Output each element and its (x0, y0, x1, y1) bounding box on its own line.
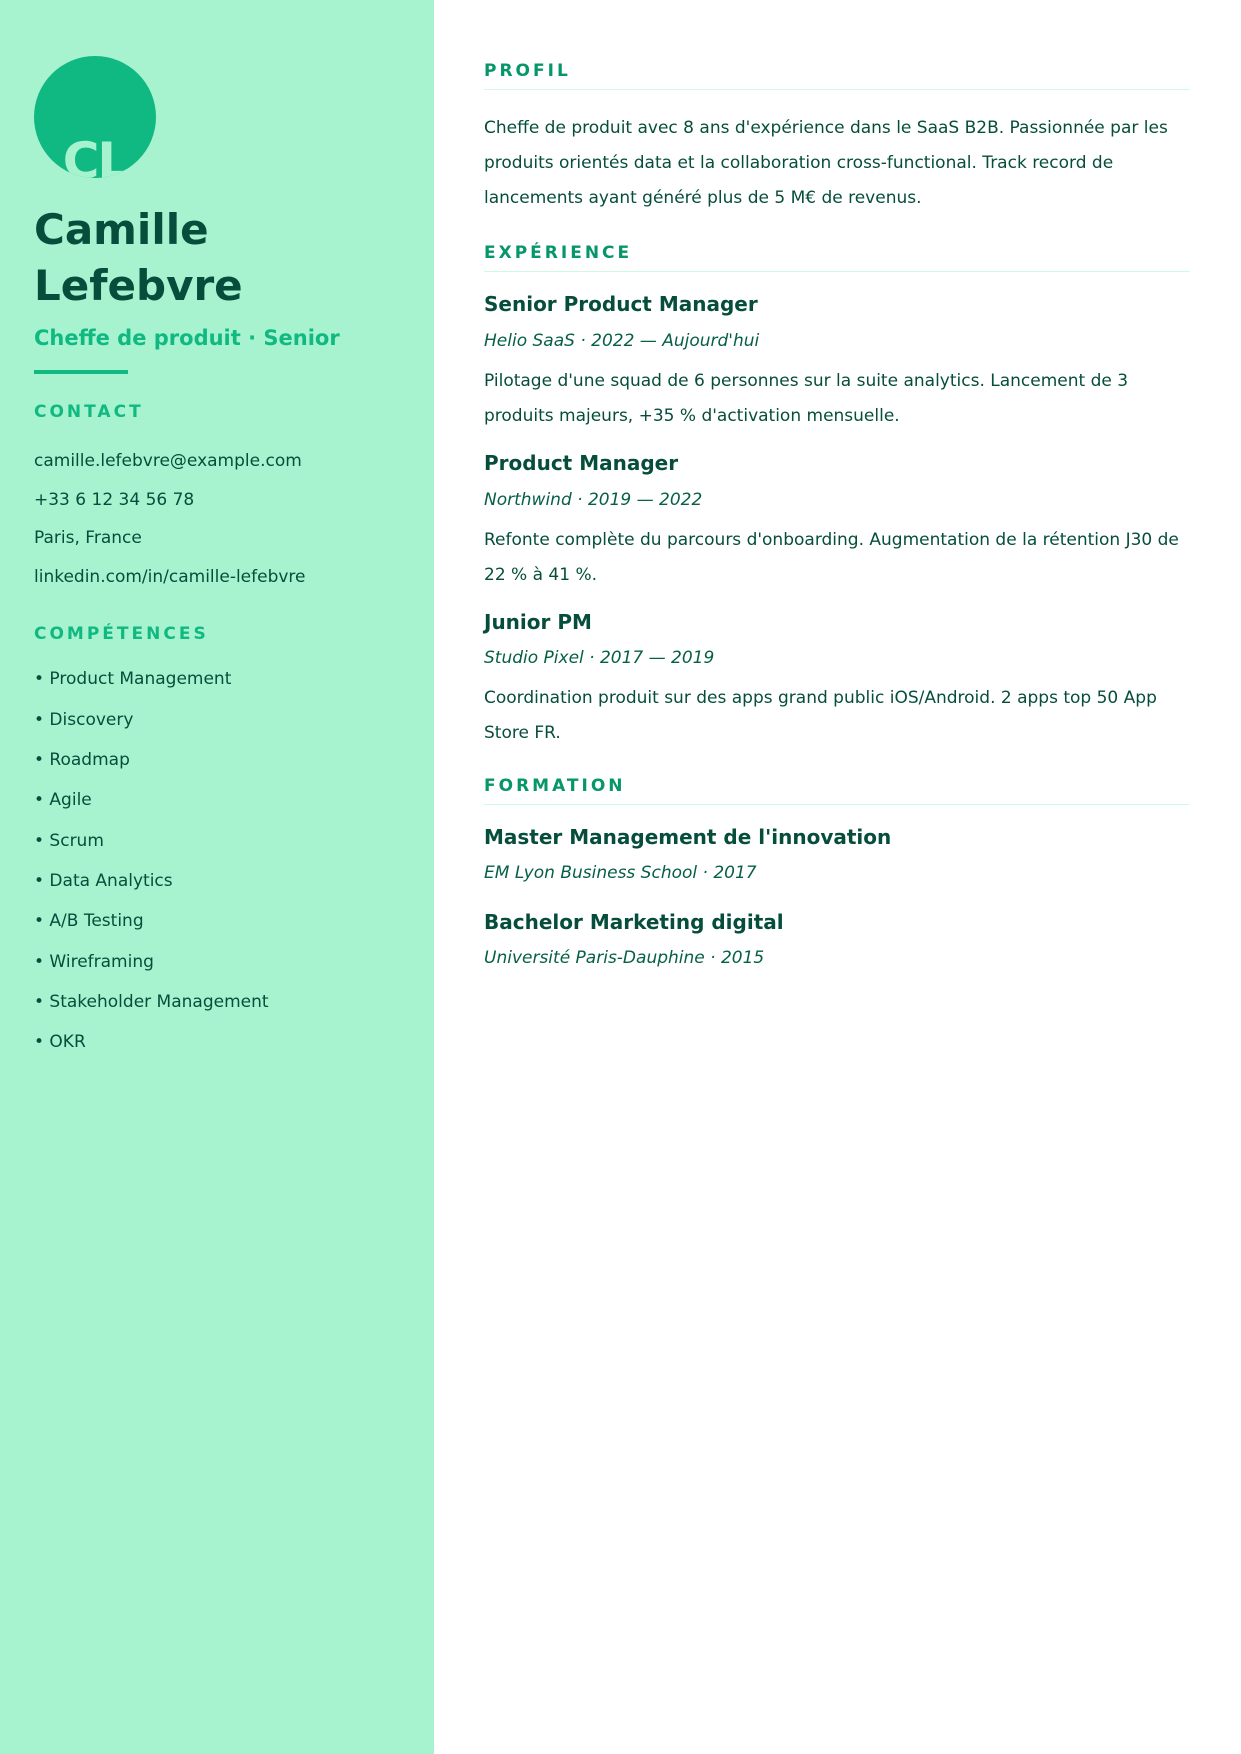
contact-phone[interactable]: +33 6 12 34 56 78 (34, 490, 195, 510)
job-description: Coordination produit sur des apps grand public iOS/Android. 2 apps top 50 App Store FR. (484, 688, 1157, 743)
section-divider (484, 89, 1190, 90)
contact-heading: CONTACT (34, 402, 144, 422)
skills-heading: COMPÉTENCES (34, 624, 209, 644)
experience-heading: EXPÉRIENCE (484, 243, 633, 263)
job-description: Pilotage d'une squad de 6 personnes sur la suite analytics. Lancement de 3 produits majeurs, +35 % d'activation mensuelle. (484, 371, 1129, 426)
job-title: Junior PM (484, 610, 592, 634)
job-meta: Helio SaaS · 2022 — Aujourd'hui (484, 331, 760, 351)
candidate-name: Camille Lefebvre (34, 205, 243, 310)
accent-divider (34, 370, 128, 374)
degree-meta: EM Lyon Business School · 2017 (484, 863, 757, 883)
contact-linkedin[interactable]: linkedin.com/in/camille-lefebvre (34, 567, 306, 587)
section-divider (484, 804, 1190, 805)
job-meta: Studio Pixel · 2017 — 2019 (484, 648, 715, 668)
skill-item: • A/B Testing (34, 911, 144, 931)
section-divider (484, 271, 1190, 272)
degree-meta: Université Paris-Dauphine · 2015 (484, 948, 765, 968)
skill-item: • OKR (34, 1032, 86, 1052)
candidate-role: Cheffe de produit · Senior (34, 326, 340, 350)
skill-item: • Stakeholder Management (34, 992, 269, 1012)
skill-item: • Data Analytics (34, 871, 173, 891)
degree-title: Master Management de l'innovation (484, 825, 892, 849)
job-description: Refonte complète du parcours d'onboarding. Augmentation de la rétention J30 de 22 % à 41 %. (484, 530, 1179, 585)
avatar (34, 56, 156, 178)
avatar-initials: CL (62, 132, 128, 178)
profile-heading: PROFIL (484, 61, 571, 81)
skill-item: • Product Management (34, 669, 232, 689)
job-meta: Northwind · 2019 — 2022 (484, 490, 703, 510)
skill-item: • Scrum (34, 831, 104, 851)
profile-summary: Cheffe de produit avec 8 ans d'expérience dans le SaaS B2B. Passionnée par les produits orientés data et la collaboration cross-functional. Track record de lancements ayant généré plus de 5 M€ de revenus. (484, 118, 1168, 208)
job-title: Product Manager (484, 451, 679, 475)
contact-location: Paris, France (34, 528, 142, 548)
skill-item: • Agile (34, 790, 92, 810)
job-title: Senior Product Manager (484, 292, 758, 316)
skill-item: • Discovery (34, 710, 134, 730)
degree-title: Bachelor Marketing digital (484, 910, 784, 934)
sidebar (0, 0, 434, 1754)
skill-item: • Roadmap (34, 750, 130, 770)
contact-email[interactable]: camille.lefebvre@example.com (34, 451, 302, 471)
skill-item: • Wireframing (34, 952, 154, 972)
education-heading: FORMATION (484, 776, 626, 796)
